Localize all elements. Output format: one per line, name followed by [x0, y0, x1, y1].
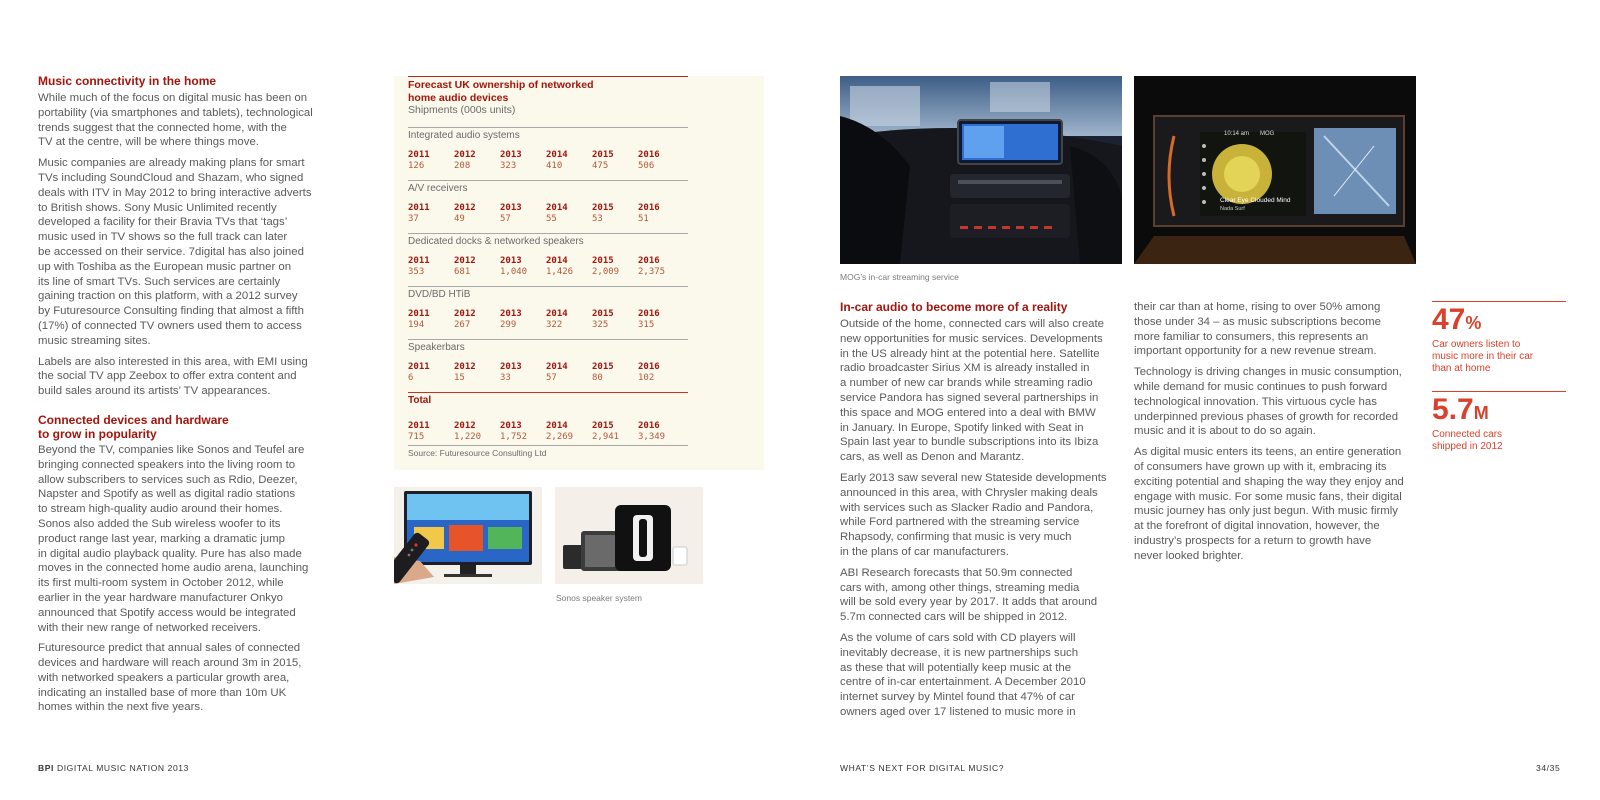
forecast-year: 2014 — [546, 256, 568, 266]
forecast-top-rule — [408, 76, 688, 77]
forecast-value: 2,009 — [592, 267, 620, 277]
forecast-source: Source: Futuresource Consulting Ltd — [408, 445, 688, 460]
paragraph: their car than at home, rising to over 50% among those under 34 – as music subscriptions become more familiar to consumers, this represents an important opportunity for a new revenue stream. — [1134, 301, 1381, 358]
left-column — [38, 74, 323, 721]
forecast-value: 506 — [638, 161, 655, 171]
forecast-year: 2014 — [546, 362, 568, 372]
forecast-value: 194 — [408, 320, 425, 330]
forecast-year: 2013 — [500, 150, 522, 160]
tv-remote-photo — [394, 487, 542, 584]
forecast-year: 2015 — [592, 362, 614, 372]
forecast-years-row — [408, 203, 688, 214]
paragraph: As the volume of cars sold with CD players will inevitably decrease, it is new partnerships such as these that will potentially keep music at the centre of in-car entertainment. A December 2010 internet survey by Mintel found that 47% of car owners aged over 17 listened to music more in — [840, 631, 1086, 718]
forecast-section — [408, 392, 688, 445]
forecast-value: 15 — [454, 373, 465, 383]
stat-number — [1432, 394, 1489, 429]
paragraph: Music companies are already making plans for smart TVs including SoundCloud and Shazam, who signed deals with ITV in May 2012 to bring interactive adverts to British shows. Sony Music Unlimited recently developed a facility for their Bravia TVs that ‘tags’ music used in TV shows so the full track can later be accessed on their service. 7digital has also joined up with Toshiba as the European music partner on its line of smart TVs. Such services are certainly gaining traction on this platform, with a 2012 survey by Futuresource Consulting finding that almost a fifth (17%) of connected TV owners used them to access music streaming sites. — [38, 157, 312, 347]
forecast-year: 2011 — [408, 362, 430, 372]
forecast-value: 49 — [454, 214, 465, 224]
forecast-value: 37 — [408, 214, 419, 224]
car-dashboard-photo — [840, 76, 1122, 264]
forecast-section — [408, 233, 688, 286]
page-number: 34/35 — [1536, 763, 1561, 773]
stat-rule — [1432, 301, 1566, 302]
car-screen-track: Clear Eye Clouded Mind — [1220, 197, 1291, 204]
forecast-value: 80 — [592, 373, 603, 383]
forecast-year: 2016 — [638, 362, 660, 372]
forecast-year: 2011 — [408, 421, 430, 431]
forecast-value: 33 — [500, 373, 511, 383]
forecast-values-row — [408, 373, 688, 384]
forecast-section-label: Total — [408, 395, 432, 406]
forecast-year: 2012 — [454, 203, 476, 213]
forecast-values-row — [408, 320, 688, 331]
car-screen-app: MOG — [1260, 131, 1275, 137]
forecast-value: 53 — [592, 214, 603, 224]
forecast-year: 2013 — [500, 362, 522, 372]
forecast-value: 325 — [592, 320, 609, 330]
forecast-value: 2,941 — [592, 432, 620, 442]
forecast-value: 57 — [500, 214, 511, 224]
forecast-year: 2016 — [638, 421, 660, 431]
forecast-section — [408, 339, 688, 392]
forecast-value: 1,752 — [500, 432, 528, 442]
forecast-year: 2016 — [638, 309, 660, 319]
footer-publication: DIGITAL MUSIC NATION 2013 — [56, 763, 189, 773]
forecast-year: 2014 — [546, 150, 568, 160]
sonos-caption: Sonos speaker system — [556, 593, 642, 603]
forecast-values-row — [408, 214, 688, 225]
paragraph: Labels are also interested in this area, with EMI using the social TV app Zeebox to offer extra content and build sales around its artists’ TV appearances. — [38, 355, 308, 398]
forecast-year: 2015 — [592, 203, 614, 213]
footer-brand: BPI — [38, 763, 54, 773]
stat-caption: Connected cars shipped in 2012 — [1432, 429, 1503, 452]
forecast-sections — [408, 127, 688, 445]
sonos-speaker-illustration — [555, 487, 703, 584]
forecast-year: 2013 — [500, 256, 522, 266]
sonos-speaker-photo — [555, 487, 703, 584]
forecast-year: 2012 — [454, 362, 476, 372]
forecast-value: 475 — [592, 161, 609, 171]
forecast-title: Forecast UK ownership of networked home audio devices — [408, 79, 594, 104]
forecast-value: 322 — [546, 320, 563, 330]
tv-remote-illustration — [394, 487, 542, 584]
forecast-years-row — [408, 309, 688, 320]
stat-unit: M — [1473, 403, 1489, 423]
forecast-year: 2014 — [546, 203, 568, 213]
section-heading: Music connectivity in the home — [38, 74, 217, 88]
mid-column — [840, 300, 1125, 726]
forecast-value: 126 — [408, 161, 425, 171]
car-infotainment-photo — [1134, 76, 1416, 264]
forecast-value: 102 — [638, 373, 655, 383]
forecast-value: 410 — [546, 161, 563, 171]
forecast-year: 2012 — [454, 256, 476, 266]
forecast-year: 2012 — [454, 421, 476, 431]
forecast-value: 2,269 — [546, 432, 574, 442]
paragraph: As digital music enters its teens, an entire generation of consumers have grown up with it, embracing its exciting potential and shaping the way they enjoy and engage with music. For some music fans, their digital music journey has only just begun. With music firmly at the forefront of digital innovation, however, the industry’s prospects for a return to growth have never looked brighter. — [1134, 446, 1404, 562]
forecast-value: 57 — [546, 373, 557, 383]
stat-value: 5.7 — [1432, 393, 1474, 426]
car-screen-artist: Nada Surf — [1220, 206, 1245, 212]
forecast-value: 1,220 — [454, 432, 482, 442]
stat-number — [1432, 304, 1481, 339]
forecast-year: 2011 — [408, 309, 430, 319]
forecast-year: 2011 — [408, 150, 430, 160]
forecast-year: 2015 — [592, 150, 614, 160]
forecast-year: 2012 — [454, 150, 476, 160]
forecast-section-label: A/V receivers — [408, 183, 468, 194]
forecast-section — [408, 286, 688, 339]
forecast-years-row — [408, 421, 688, 432]
forecast-value: 267 — [454, 320, 471, 330]
forecast-year: 2013 — [500, 421, 522, 431]
forecast-value: 315 — [638, 320, 655, 330]
stat-rule — [1432, 391, 1566, 392]
forecast-value: 323 — [500, 161, 517, 171]
forecast-section-label: DVD/BD HTiB — [408, 289, 471, 300]
forecast-year: 2015 — [592, 256, 614, 266]
forecast-year: 2013 — [500, 309, 522, 319]
section-heading: In-car audio to become more of a reality — [840, 300, 1068, 314]
forecast-value: 299 — [500, 320, 517, 330]
section-heading: Connected devices and hardware to grow in popularity — [38, 412, 229, 441]
forecast-value: 208 — [454, 161, 471, 171]
forecast-years-row — [408, 362, 688, 373]
forecast-value: 715 — [408, 432, 425, 442]
forecast-year: 2016 — [638, 203, 660, 213]
forecast-section-label: Dedicated docks & networked speakers — [408, 236, 584, 247]
forecast-values-row — [408, 161, 688, 172]
footer-section-title: WHAT’S NEXT FOR DIGITAL MUSIC? — [840, 763, 1005, 773]
forecast-value: 1,040 — [500, 267, 528, 277]
forecast-section-label: Integrated audio systems — [408, 130, 520, 141]
forecast-section-label: Speakerbars — [408, 342, 465, 353]
paragraph: While much of the focus on digital music has been on portability (via smartphones and tablets), technological trends suggest that the connected home, with the TV at the centre, will be where things move. — [38, 92, 313, 149]
paragraph: Outside of the home, connected cars will also create new opportunities for music services. Developments in the US already hint at the potential here. Satellite radio broadcaster Sirius XM is already installed in a number of new car brands while streaming radio service Pandora has signed several partnerships in this space and MOG entered into a deal with BMW in January. In Europe, Spotify linked with Seat in Spain last year to bundle subscriptions into its Ibiza cars, as well as Denon and Marantz. — [840, 318, 1105, 464]
forecast-value: 6 — [408, 373, 414, 383]
forecast-year: 2014 — [546, 309, 568, 319]
car-dashboard-illustration — [840, 76, 1122, 264]
forecast-year: 2015 — [592, 421, 614, 431]
paragraph: Technology is driving changes in music consumption, while demand for music continues to push forward technological innovation. This virtuous cycle has underpinned previous phases of growth for recorded music and it is about to do so again. — [1134, 366, 1402, 438]
forecast-year: 2012 — [454, 309, 476, 319]
forecast-values-row — [408, 267, 688, 278]
forecast-years-row — [408, 256, 688, 267]
stat-unit: % — [1465, 313, 1482, 333]
forecast-value: 353 — [408, 267, 425, 277]
forecast-value: 1,426 — [546, 267, 574, 277]
forecast-year: 2015 — [592, 309, 614, 319]
stat-caption: Car owners listen to music more in their car than at home — [1432, 339, 1534, 374]
right-column — [1134, 300, 1419, 570]
forecast-year: 2011 — [408, 256, 430, 266]
forecast-section — [408, 127, 688, 180]
forecast-subtitle: Shipments (000s units) — [408, 104, 516, 116]
forecast-value: 2,375 — [638, 267, 666, 277]
footer-left — [38, 763, 189, 773]
forecast-year: 2016 — [638, 150, 660, 160]
forecast-year: 2016 — [638, 256, 660, 266]
stat-value: 47 — [1432, 303, 1466, 336]
forecast-section — [408, 180, 688, 233]
forecast-year: 2011 — [408, 203, 430, 213]
forecast-value: 681 — [454, 267, 471, 277]
forecast-value: 3,349 — [638, 432, 666, 442]
paragraph: Futuresource predict that annual sales of connected devices and hardware will reach around 3m in 2015, with networked speakers a particular growth area, indicating an installed base of more than 10m UK homes within the next five years. — [38, 642, 302, 714]
paragraph: Early 2013 saw several new Stateside developments announced in this area, with Chrysler making deals with services such as Slacker Radio and Pandora, while Ford partnered with the streaming service Rhapsody, confirming that music is very much in the plans of car manufacturers. — [840, 471, 1107, 558]
forecast-year: 2013 — [500, 203, 522, 213]
forecast-value: 51 — [638, 214, 649, 224]
forecast-years-row — [408, 150, 688, 161]
car-infotainment-illustration — [1134, 76, 1416, 264]
forecast-year: 2014 — [546, 421, 568, 431]
forecast-values-row — [408, 432, 688, 443]
forecast-value: 55 — [546, 214, 557, 224]
paragraph: Beyond the TV, companies like Sonos and Teufel are bringing connected speakers into the living room to allow subscribers to services such as Rdio, Deezer, Napster and Spotify as well as digital radio stations to stream high-quality audio around their homes. Sonos also added the Sub wireless woofer to its product range last year, marking a dramatic jump in digital audio playback quality. Pure has also made moves in the connected home audio arena, launching its first multi-room system in October 2012, while earlier in the year hardware manufacturer Onkyo announced that Spotify access would be integrated with their new range of networked receivers. — [38, 443, 309, 634]
paragraph: ABI Research forecasts that 50.9m connected cars with, among other things, streaming media will be sold every year by 2017. It adds that around 5.7m connected cars will be shipped in 2012. — [840, 566, 1098, 624]
forecast-table-panel — [394, 76, 764, 470]
car-screen-time: 10:14 am — [1224, 131, 1250, 137]
mog-caption: MOG’s in-car streaming service — [840, 272, 959, 282]
